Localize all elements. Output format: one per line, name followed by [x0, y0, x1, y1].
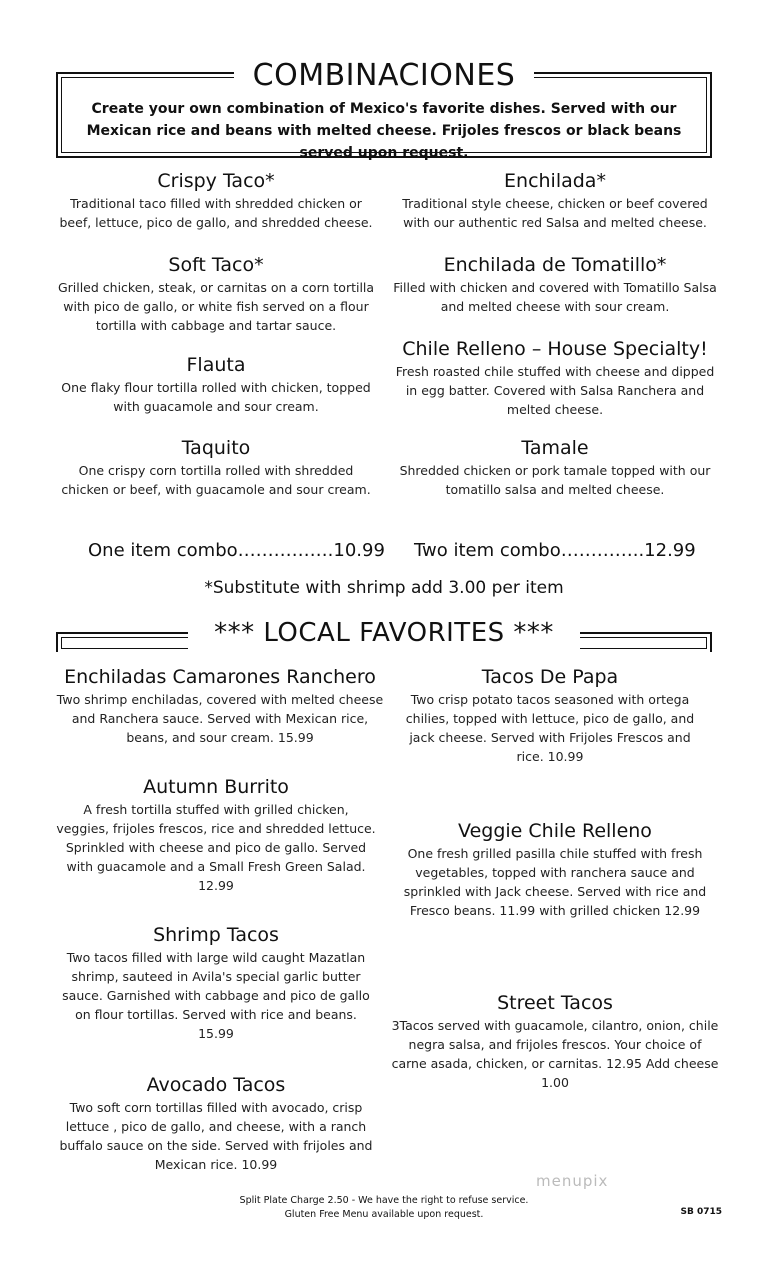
item-desc: One crispy corn tortilla rolled with shredded chicken or beef, with guacamole and sour cream. [61, 463, 371, 497]
combinaciones-title: COMBINACIONES [252, 58, 516, 93]
menu-item-tacos-de-papa [400, 666, 700, 766]
two-item-combo-price: Two item combo…………..12.99 [414, 540, 696, 561]
menu-item-enchilada-tomatillo [390, 254, 720, 316]
item-name: Crispy Taco* [157, 170, 275, 192]
item-name: Soft Taco* [168, 254, 264, 276]
menu-item-chile-relleno [390, 338, 720, 419]
item-desc: Two shrimp enchiladas, covered with melted cheese and Ranchera sauce. Served with Mexican rice, beans, and sour cream. 15.99 [56, 692, 384, 745]
local-favorites-title: *** LOCAL FAVORITES *** [214, 618, 554, 648]
item-desc: Grilled chicken, steak, or carnitas on a corn tortilla with pico de gallo, or white fish served on a flour tortilla with cabbage and tartar sauce. [57, 280, 375, 333]
menu-item-street-tacos [390, 992, 720, 1092]
item-name: Autumn Burrito [143, 776, 289, 798]
item-name: Veggie Chile Relleno [458, 820, 652, 842]
item-desc: 3Tacos served with guacamole, cilantro, onion, chile negra salsa, and frijoles frescos. Your choice of carne asada, chicken, or carnitas. 12.95 Add cheese 1.00 [391, 1018, 719, 1090]
menu-item-soft-taco [56, 254, 376, 335]
menu-item-avocado-tacos [56, 1074, 376, 1174]
shrimp-substitute-note: *Substitute with shrimp add 3.00 per item [204, 578, 564, 598]
item-desc: Two soft corn tortillas filled with avocado, crisp lettuce , pico de gallo, and cheese, with a ranch buffalo sauce on the side. Served with frijoles and Mexican rice. 10.99 [59, 1100, 373, 1172]
item-desc: A fresh tortilla stuffed with grilled chicken, veggies, frijoles frescos, rice and shredded lettuce. Sprinkled with cheese and pico de gallo. Served with guacamole and a Small Fresh Green Salad. 12.99 [56, 802, 376, 893]
menu-item-shrimp-tacos [56, 924, 376, 1043]
item-name: Taquito [181, 437, 251, 459]
item-desc: One fresh grilled pasilla chile stuffed with fresh vegetables, topped with ranchera sauce and sprinkled with Jack cheese. Served with rice and Fresco beans. 11.99 with grilled chicken 12.99 [403, 846, 707, 918]
menu-item-tamale [390, 437, 720, 499]
item-desc: Shredded chicken or pork tamale topped with our tomatillo salsa and melted cheese. [399, 463, 711, 497]
combinaciones-intro: Create your own combination of Mexico's favorite dishes. Served with our Mexican rice and beans with melted cheese. Frijoles frescos or black beans served upon request. [86, 101, 682, 161]
menupix-watermark: menupix [536, 1172, 609, 1190]
item-name: Chile Relleno – House Specialty! [402, 338, 708, 360]
item-name: Avocado Tacos [146, 1074, 286, 1096]
menu-item-autumn-burrito [56, 776, 376, 895]
item-name: Tacos De Papa [481, 666, 619, 688]
one-item-combo-price: One item combo…………….10.99 [88, 540, 385, 561]
menu-item-enchiladas-camarones [50, 666, 390, 747]
menu-item-taquito [56, 437, 376, 499]
item-desc: Two crisp potato tacos seasoned with ortega chilies, topped with lettuce, pico de gallo, and jack cheese. Served with Frijoles Frescos and rice. 10.99 [405, 692, 695, 764]
item-desc: Filled with chicken and covered with Tomatillo Salsa and melted cheese with sour cream. [393, 280, 717, 314]
item-name: Tamale [521, 437, 589, 459]
menu-item-flauta [56, 354, 376, 416]
item-name: Flauta [186, 354, 246, 376]
menu-item-enchilada [390, 170, 720, 232]
item-desc: One flaky flour tortilla rolled with chicken, topped with guacamole and sour cream. [61, 380, 371, 414]
item-desc: Fresh roasted chile stuffed with cheese and dipped in egg batter. Covered with Salsa Ranchera and melted cheese. [395, 364, 715, 417]
menu-code: SB 0715 [680, 1207, 722, 1217]
item-desc: Two tacos filled with large wild caught Mazatlan shrimp, sauteed in Avila's special garlic butter sauce. Garnished with cabbage and pico de gallo on flour tortillas. Served with rice and beans. 15.99 [62, 950, 370, 1041]
footer-split-plate: Split Plate Charge 2.50 - We have the right to refuse service. [239, 1195, 529, 1206]
menu-item-crispy-taco [56, 170, 376, 232]
item-name: Shrimp Tacos [153, 924, 279, 946]
item-name: Street Tacos [497, 992, 613, 1014]
item-desc: Traditional taco filled with shredded chicken or beef, lettuce, pico de gallo, and shredded cheese. [59, 196, 373, 230]
footer-gluten-free: Gluten Free Menu available upon request. [284, 1209, 484, 1220]
item-desc: Traditional style cheese, chicken or beef covered with our authentic red Salsa and melted cheese. [402, 196, 708, 230]
item-name: Enchilada* [504, 170, 606, 192]
menu-item-veggie-chile-relleno [400, 820, 710, 920]
item-name: Enchiladas Camarones Ranchero [64, 666, 376, 688]
item-name: Enchilada de Tomatillo* [443, 254, 667, 276]
